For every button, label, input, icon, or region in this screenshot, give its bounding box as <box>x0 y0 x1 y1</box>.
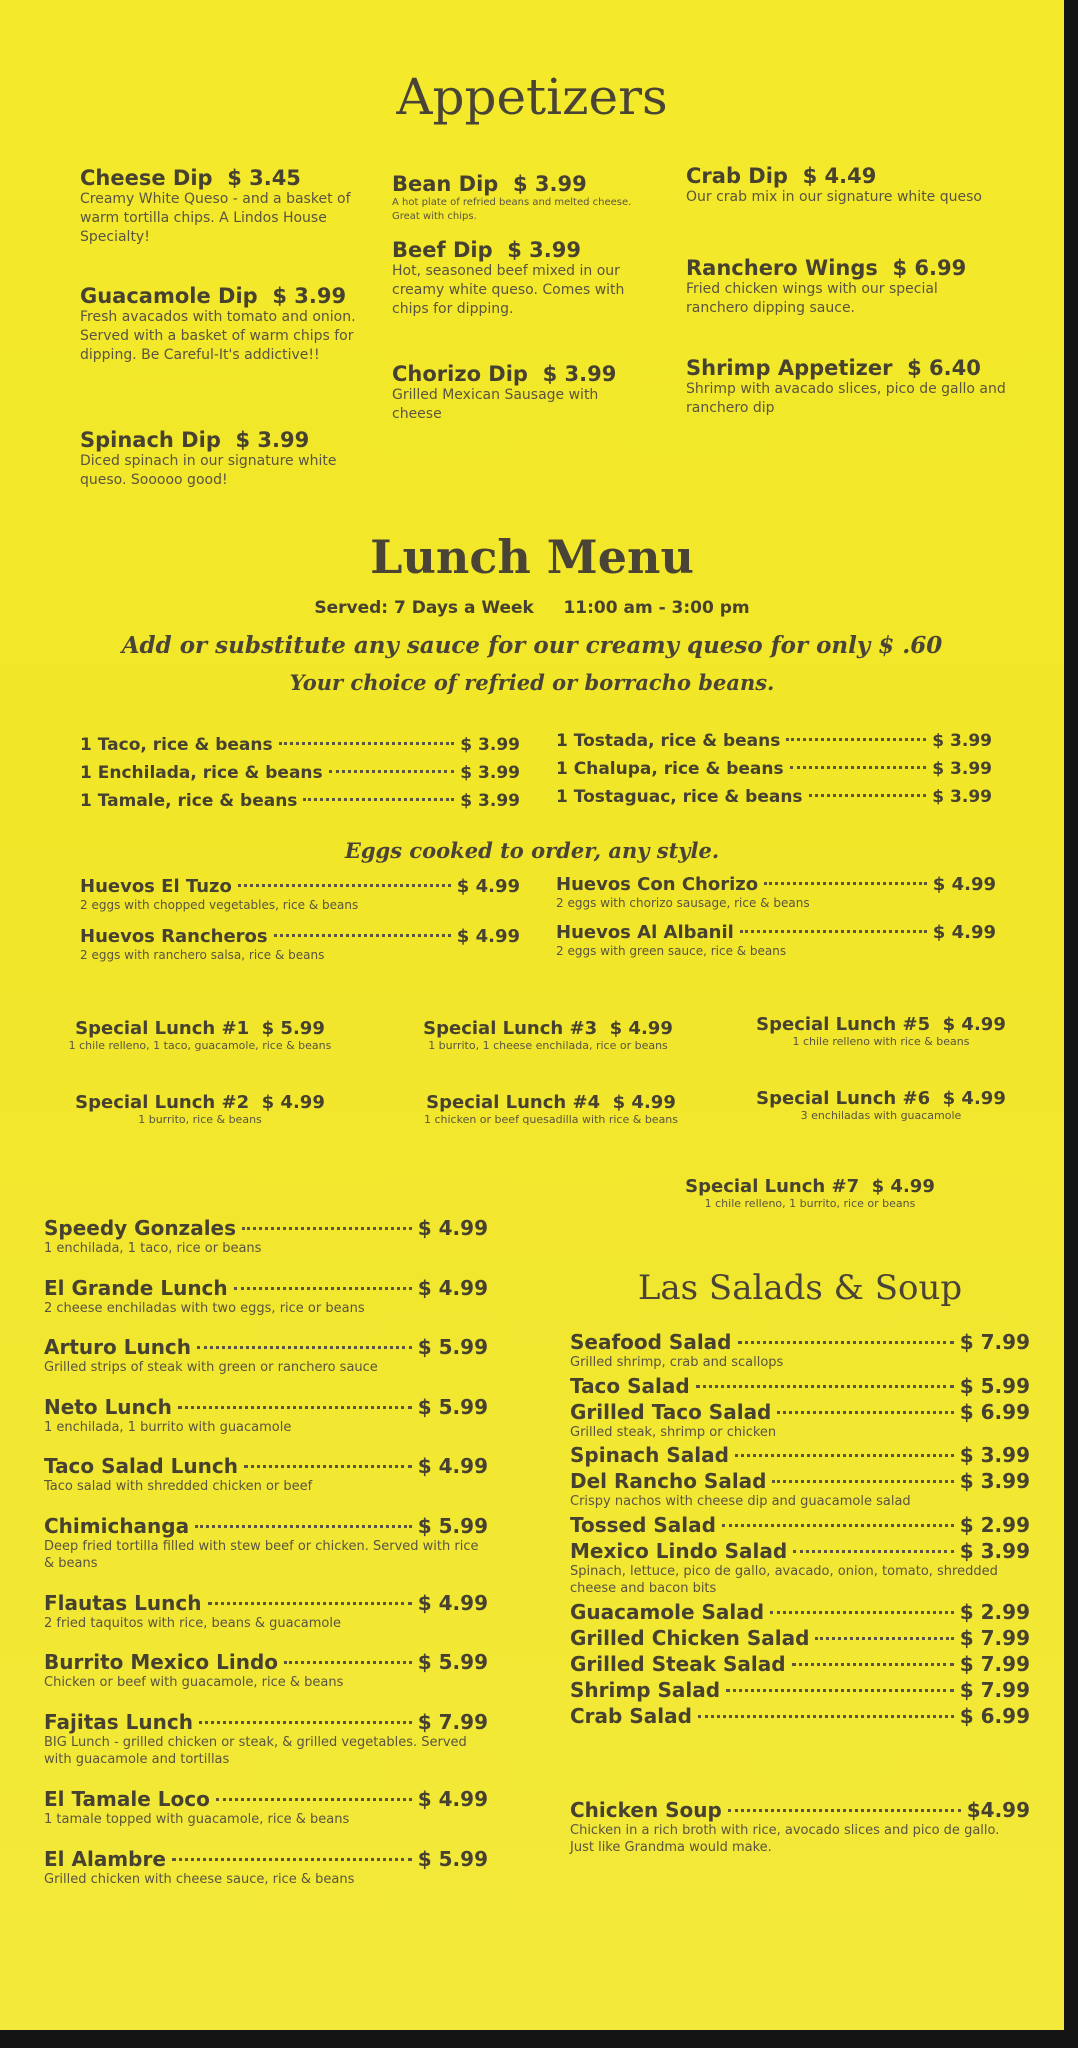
item-price: $ 3.45 <box>227 166 301 190</box>
item-name: Special Lunch #6 <box>756 1088 931 1109</box>
lunch-plate-item <box>44 1454 488 1496</box>
item-price: $ 3.99 <box>460 791 520 811</box>
eggs-item <box>556 874 996 911</box>
item-price: $ 4.99 <box>417 1275 488 1300</box>
item-desc: 2 eggs with chorizo sausage, rice & beans <box>556 896 810 910</box>
appetizers-title: Appetizers <box>396 68 668 126</box>
item-desc: 3 enchiladas with guacamole <box>800 1109 962 1122</box>
item-desc: Chicken in a rich broth with rice, avocado slices and pico de gallo. Just like Grandma would make. <box>570 1822 1000 1856</box>
salads-title: Las Salads & Soup <box>637 1268 963 1308</box>
salad-item <box>570 1652 1030 1676</box>
salads-list <box>570 1330 1030 1857</box>
item-price: $ 6.99 <box>959 1399 1030 1424</box>
item-name: Fajitas Lunch <box>44 1709 193 1734</box>
item-name: Spinach Salad <box>570 1443 729 1468</box>
item-price: $ 3.99 <box>507 238 581 262</box>
item-name: Spinach Dip <box>80 428 221 452</box>
item-price: $ 3.99 <box>512 172 587 196</box>
appetizer-item <box>686 256 1016 318</box>
item-desc: 1 chile relleno with rice & beans <box>792 1035 970 1048</box>
item-price: $ 7.99 <box>959 1651 1030 1676</box>
item-price: $ 5.99 <box>417 1394 488 1419</box>
item-price: $ 5.99 <box>417 1650 488 1675</box>
item-price: $ 4.99 <box>942 1088 1006 1109</box>
lunch-plate-item <box>44 1216 488 1258</box>
item-name: Special Lunch #4 <box>426 1092 601 1113</box>
item-price: $ 4.99 <box>417 1787 488 1812</box>
item-price: $ 6.99 <box>892 256 967 280</box>
item-desc: Grilled chicken with cheese sauce, rice & beans <box>44 1871 355 1887</box>
item-desc: 1 tamale topped with guacamole, rice & beans <box>44 1812 350 1828</box>
item-desc: Hot, seasoned beef mixed in our creamy white queso. Comes with chips for dipping. <box>392 263 625 317</box>
item-name: Grilled Chicken Salad <box>570 1625 810 1650</box>
item-price: $ 4.49 <box>802 164 877 188</box>
item-desc: Spinach, lettuce, pico de gallo, avacado, onion, tomato, shredded cheese and bacon bits <box>570 1563 998 1597</box>
item-price: $ 4.99 <box>932 922 996 943</box>
item-desc: 2 eggs with ranchero salsa, rice & beans <box>80 948 325 962</box>
salad-item <box>570 1704 1030 1728</box>
item-price: $ 4.99 <box>456 876 520 897</box>
item-price: $ 4.99 <box>609 1018 673 1039</box>
item-name: Special Lunch #7 <box>685 1176 860 1197</box>
item-name: Tossed Salad <box>570 1512 716 1537</box>
lunch-plate-item <box>44 1650 488 1692</box>
item-name: Taco Salad <box>570 1373 690 1398</box>
combo-row <box>556 731 992 751</box>
appetizer-item <box>80 166 370 247</box>
item-name: Huevos Rancheros <box>80 926 268 947</box>
item-name: Shrimp Appetizer <box>686 356 893 380</box>
eggs-item <box>80 876 520 913</box>
item-name: 1 Chalupa, rice & beans <box>556 759 784 779</box>
item-price: $ 2.99 <box>959 1599 1030 1624</box>
item-desc: Fried chicken wings with our special ranchero dipping sauce. <box>686 281 938 316</box>
hours-text: 11:00 am - 3:00 pm <box>563 598 750 618</box>
item-name: Guacamole Dip <box>80 284 258 308</box>
item-name: Flautas Lunch <box>44 1590 202 1615</box>
lunch-plate-item <box>44 1276 488 1318</box>
item-name: Special Lunch #2 <box>75 1092 250 1113</box>
item-name: Huevos Al Albanil <box>556 922 734 943</box>
eggs-title: Eggs cooked to order, any style. <box>344 838 720 863</box>
item-name: Speedy Gonzales <box>44 1216 237 1240</box>
item-name: Mexico Lindo Salad <box>570 1538 788 1563</box>
item-name: Chimichanga <box>44 1513 190 1538</box>
salad-item <box>570 1600 1030 1624</box>
item-name: El Alambre <box>44 1846 166 1871</box>
special-item <box>736 1088 1026 1124</box>
salad-item <box>570 1400 1030 1442</box>
appetizer-item <box>392 238 662 319</box>
item-name: Grilled Taco Salad <box>570 1399 772 1424</box>
item-desc: BIG Lunch - grilled chicken or steak, & grilled vegetables. Served with guacamole and tortillas <box>44 1734 467 1768</box>
item-price: $ 7.99 <box>959 1625 1030 1650</box>
item-price: $ 3.99 <box>932 759 992 779</box>
salad-item <box>570 1513 1030 1537</box>
item-price: $ 4.99 <box>871 1176 935 1197</box>
item-name: Bean Dip <box>392 172 499 196</box>
item-name: 1 Taco, rice & beans <box>80 735 273 755</box>
item-desc: 1 enchilada, 1 burrito with guacamole <box>44 1419 292 1435</box>
item-desc: 1 chile relleno, 1 burrito, rice or beans <box>704 1197 916 1210</box>
item-desc: 1 burrito, rice & beans <box>138 1113 262 1126</box>
item-price: $ 5.99 <box>417 1335 488 1360</box>
item-desc: A hot plate of refried beans and melted cheese. Great with chips. <box>392 197 632 222</box>
item-name: Grilled Steak Salad <box>570 1651 786 1676</box>
item-desc: Grilled steak, shrimp or chicken <box>570 1424 777 1440</box>
item-price: $ 3.99 <box>959 1538 1030 1563</box>
item-name: Shrimp Salad <box>570 1677 721 1702</box>
item-desc: Fresh avacados with tomato and onion. Served with a basket of warm chips for dipping. Be Careful-It's addictive!! <box>80 309 356 363</box>
special-item <box>40 1092 360 1128</box>
combo-row <box>80 735 520 755</box>
lunch-plate-item <box>44 1787 488 1829</box>
item-name: Del Rancho Salad <box>570 1469 767 1494</box>
item-name: Arturo Lunch <box>44 1335 192 1360</box>
combo-row <box>80 791 520 811</box>
item-name: Guacamole Salad <box>570 1599 765 1624</box>
item-name: Cheese Dip <box>80 166 213 190</box>
item-price: $ 5.99 <box>261 1018 325 1039</box>
item-name: Taco Salad Lunch <box>44 1454 238 1479</box>
appetizer-item <box>392 362 652 424</box>
item-price: $ 4.99 <box>932 874 996 895</box>
special-item <box>736 1014 1026 1050</box>
salad-item <box>570 1469 1030 1511</box>
salad-item <box>570 1539 1030 1598</box>
item-name: El Grande Lunch <box>44 1275 228 1300</box>
item-price: $ 4.99 <box>612 1092 676 1113</box>
salad-item <box>570 1678 1030 1702</box>
combo-row <box>556 787 992 807</box>
item-price: $ 4.99 <box>417 1590 488 1615</box>
lunch-plate-item <box>44 1847 488 1889</box>
sauce-note: Add or substitute any sauce for our creamy queso for only $ .60 <box>121 632 943 659</box>
item-price: $ 6.40 <box>907 356 981 380</box>
lunch-plates-list <box>44 1216 488 1906</box>
item-name: El Tamale Loco <box>44 1787 210 1812</box>
appetizer-item <box>686 164 1016 207</box>
item-price: $ 7.99 <box>959 1330 1030 1354</box>
item-desc: 2 fried taquitos with rice, beans & guacamole <box>44 1615 341 1631</box>
item-desc: Grilled strips of steak with green or ranchero sauce <box>44 1360 378 1376</box>
item-price: $ 6.99 <box>959 1703 1030 1728</box>
item-desc: 1 chicken or beef quesadilla with rice & beans <box>423 1113 679 1126</box>
item-price: $ 3.99 <box>460 763 520 783</box>
appetizer-item <box>80 284 370 365</box>
lunch-plate-item <box>44 1710 488 1769</box>
item-name: Special Lunch #5 <box>756 1014 931 1035</box>
item-name: Burrito Mexico Lindo <box>44 1650 279 1675</box>
beans-note: Your choice of refried or borracho beans. <box>289 670 775 695</box>
appetizer-item <box>686 356 1026 418</box>
item-desc: Taco salad with shredded chicken or beef <box>44 1479 313 1495</box>
item-price: $ 7.99 <box>959 1677 1030 1702</box>
item-desc: 1 burrito, 1 cheese enchilada, rice or beans <box>428 1039 668 1052</box>
item-name: Huevos Con Chorizo <box>556 874 759 895</box>
item-desc: 2 eggs with chopped vegetables, rice & beans <box>80 898 359 912</box>
item-name: Huevos El Tuzo <box>80 876 232 897</box>
item-desc: 1 enchilada, 1 taco, rice or beans <box>44 1241 262 1256</box>
item-price: $ 4.99 <box>261 1092 325 1113</box>
item-name: 1 Enchilada, rice & beans <box>80 763 323 783</box>
appetizer-item <box>80 428 370 490</box>
item-name: 1 Tostaguac, rice & beans <box>556 787 803 807</box>
item-price: $ 3.99 <box>959 1469 1030 1494</box>
item-name: Neto Lunch <box>44 1394 172 1419</box>
item-desc: Grilled Mexican Sausage with cheese <box>392 387 599 422</box>
item-price: $ 2.99 <box>959 1512 1030 1537</box>
special-item <box>366 1092 736 1128</box>
item-price: $ 3.99 <box>460 735 520 755</box>
item-desc: Creamy White Queso - and a basket of warm tortilla chips. A Lindos House Specialty! <box>80 191 351 245</box>
item-desc: Grilled shrimp, crab and scallops <box>570 1355 784 1370</box>
item-price: $ 5.99 <box>417 1513 488 1538</box>
item-name: Crab Salad <box>570 1703 692 1728</box>
item-price: $4.99 <box>966 1797 1030 1822</box>
item-price: $ 3.99 <box>932 731 992 751</box>
combo-row <box>80 763 520 783</box>
lunch-plate-item <box>44 1514 488 1573</box>
item-desc: Chicken or beef with guacamole, rice & beans <box>44 1675 344 1691</box>
item-name: Chorizo Dip <box>392 362 528 386</box>
lunch-plate-item <box>44 1335 488 1377</box>
item-desc: Shrimp with avacado slices, pico de gallo and ranchero dip <box>686 381 1006 416</box>
item-name: 1 Tostada, rice & beans <box>556 731 781 751</box>
item-price: $ 4.99 <box>456 926 520 947</box>
eggs-item <box>80 926 520 963</box>
item-name: Seafood Salad <box>570 1330 732 1354</box>
item-desc: Crispy nachos with cheese dip and guacamole salad <box>570 1494 911 1510</box>
item-name: Beef Dip <box>392 238 493 262</box>
salad-item <box>570 1798 1030 1857</box>
item-price: $ 4.99 <box>417 1216 488 1240</box>
special-item <box>640 1176 980 1212</box>
item-price: $ 3.99 <box>235 428 310 452</box>
lunch-hours <box>0 598 1064 618</box>
item-desc: Deep fried tortilla filled with stew beef or chicken. Served with rice & beans <box>44 1538 479 1572</box>
item-name: Chicken Soup <box>570 1797 722 1822</box>
item-price: $ 3.99 <box>542 362 617 386</box>
salad-item <box>570 1626 1030 1650</box>
item-desc: Our crab mix in our signature white queso <box>686 189 982 205</box>
combo-row <box>556 759 992 779</box>
item-name: 1 Tamale, rice & beans <box>80 791 298 811</box>
item-price: $ 4.99 <box>417 1454 488 1479</box>
item-desc: Diced spinach in our signature white queso. Sooooo good! <box>80 453 337 488</box>
item-price: $ 7.99 <box>417 1709 488 1734</box>
salad-item <box>570 1374 1030 1398</box>
special-item <box>378 1018 718 1054</box>
item-price: $ 3.99 <box>959 1443 1030 1468</box>
item-desc: 2 eggs with green sauce, rice & beans <box>556 944 787 958</box>
item-name: Ranchero Wings <box>686 256 878 280</box>
lunch-plate-item <box>44 1591 488 1633</box>
eggs-item <box>556 922 996 959</box>
salad-item <box>570 1443 1030 1467</box>
item-price: $ 5.99 <box>959 1373 1030 1398</box>
item-price: $ 5.99 <box>417 1846 488 1871</box>
lunch-title: Lunch Menu <box>370 530 694 584</box>
item-price: $ 3.99 <box>932 787 992 807</box>
item-desc: 2 cheese enchiladas with two eggs, rice or beans <box>44 1300 365 1316</box>
item-desc: 1 chile relleno, 1 taco, guacamole, rice & beans <box>68 1039 332 1052</box>
lunch-plate-item <box>44 1395 488 1437</box>
special-item <box>40 1018 360 1054</box>
served-label: Served: 7 Days a Week <box>314 598 534 618</box>
item-price: $ 3.99 <box>272 284 347 308</box>
item-name: Special Lunch #3 <box>423 1018 598 1039</box>
appetizer-item <box>392 172 642 223</box>
item-price: $ 4.99 <box>942 1014 1006 1035</box>
item-name: Crab Dip <box>686 164 788 188</box>
salad-item <box>570 1330 1030 1372</box>
item-name: Special Lunch #1 <box>75 1018 250 1039</box>
